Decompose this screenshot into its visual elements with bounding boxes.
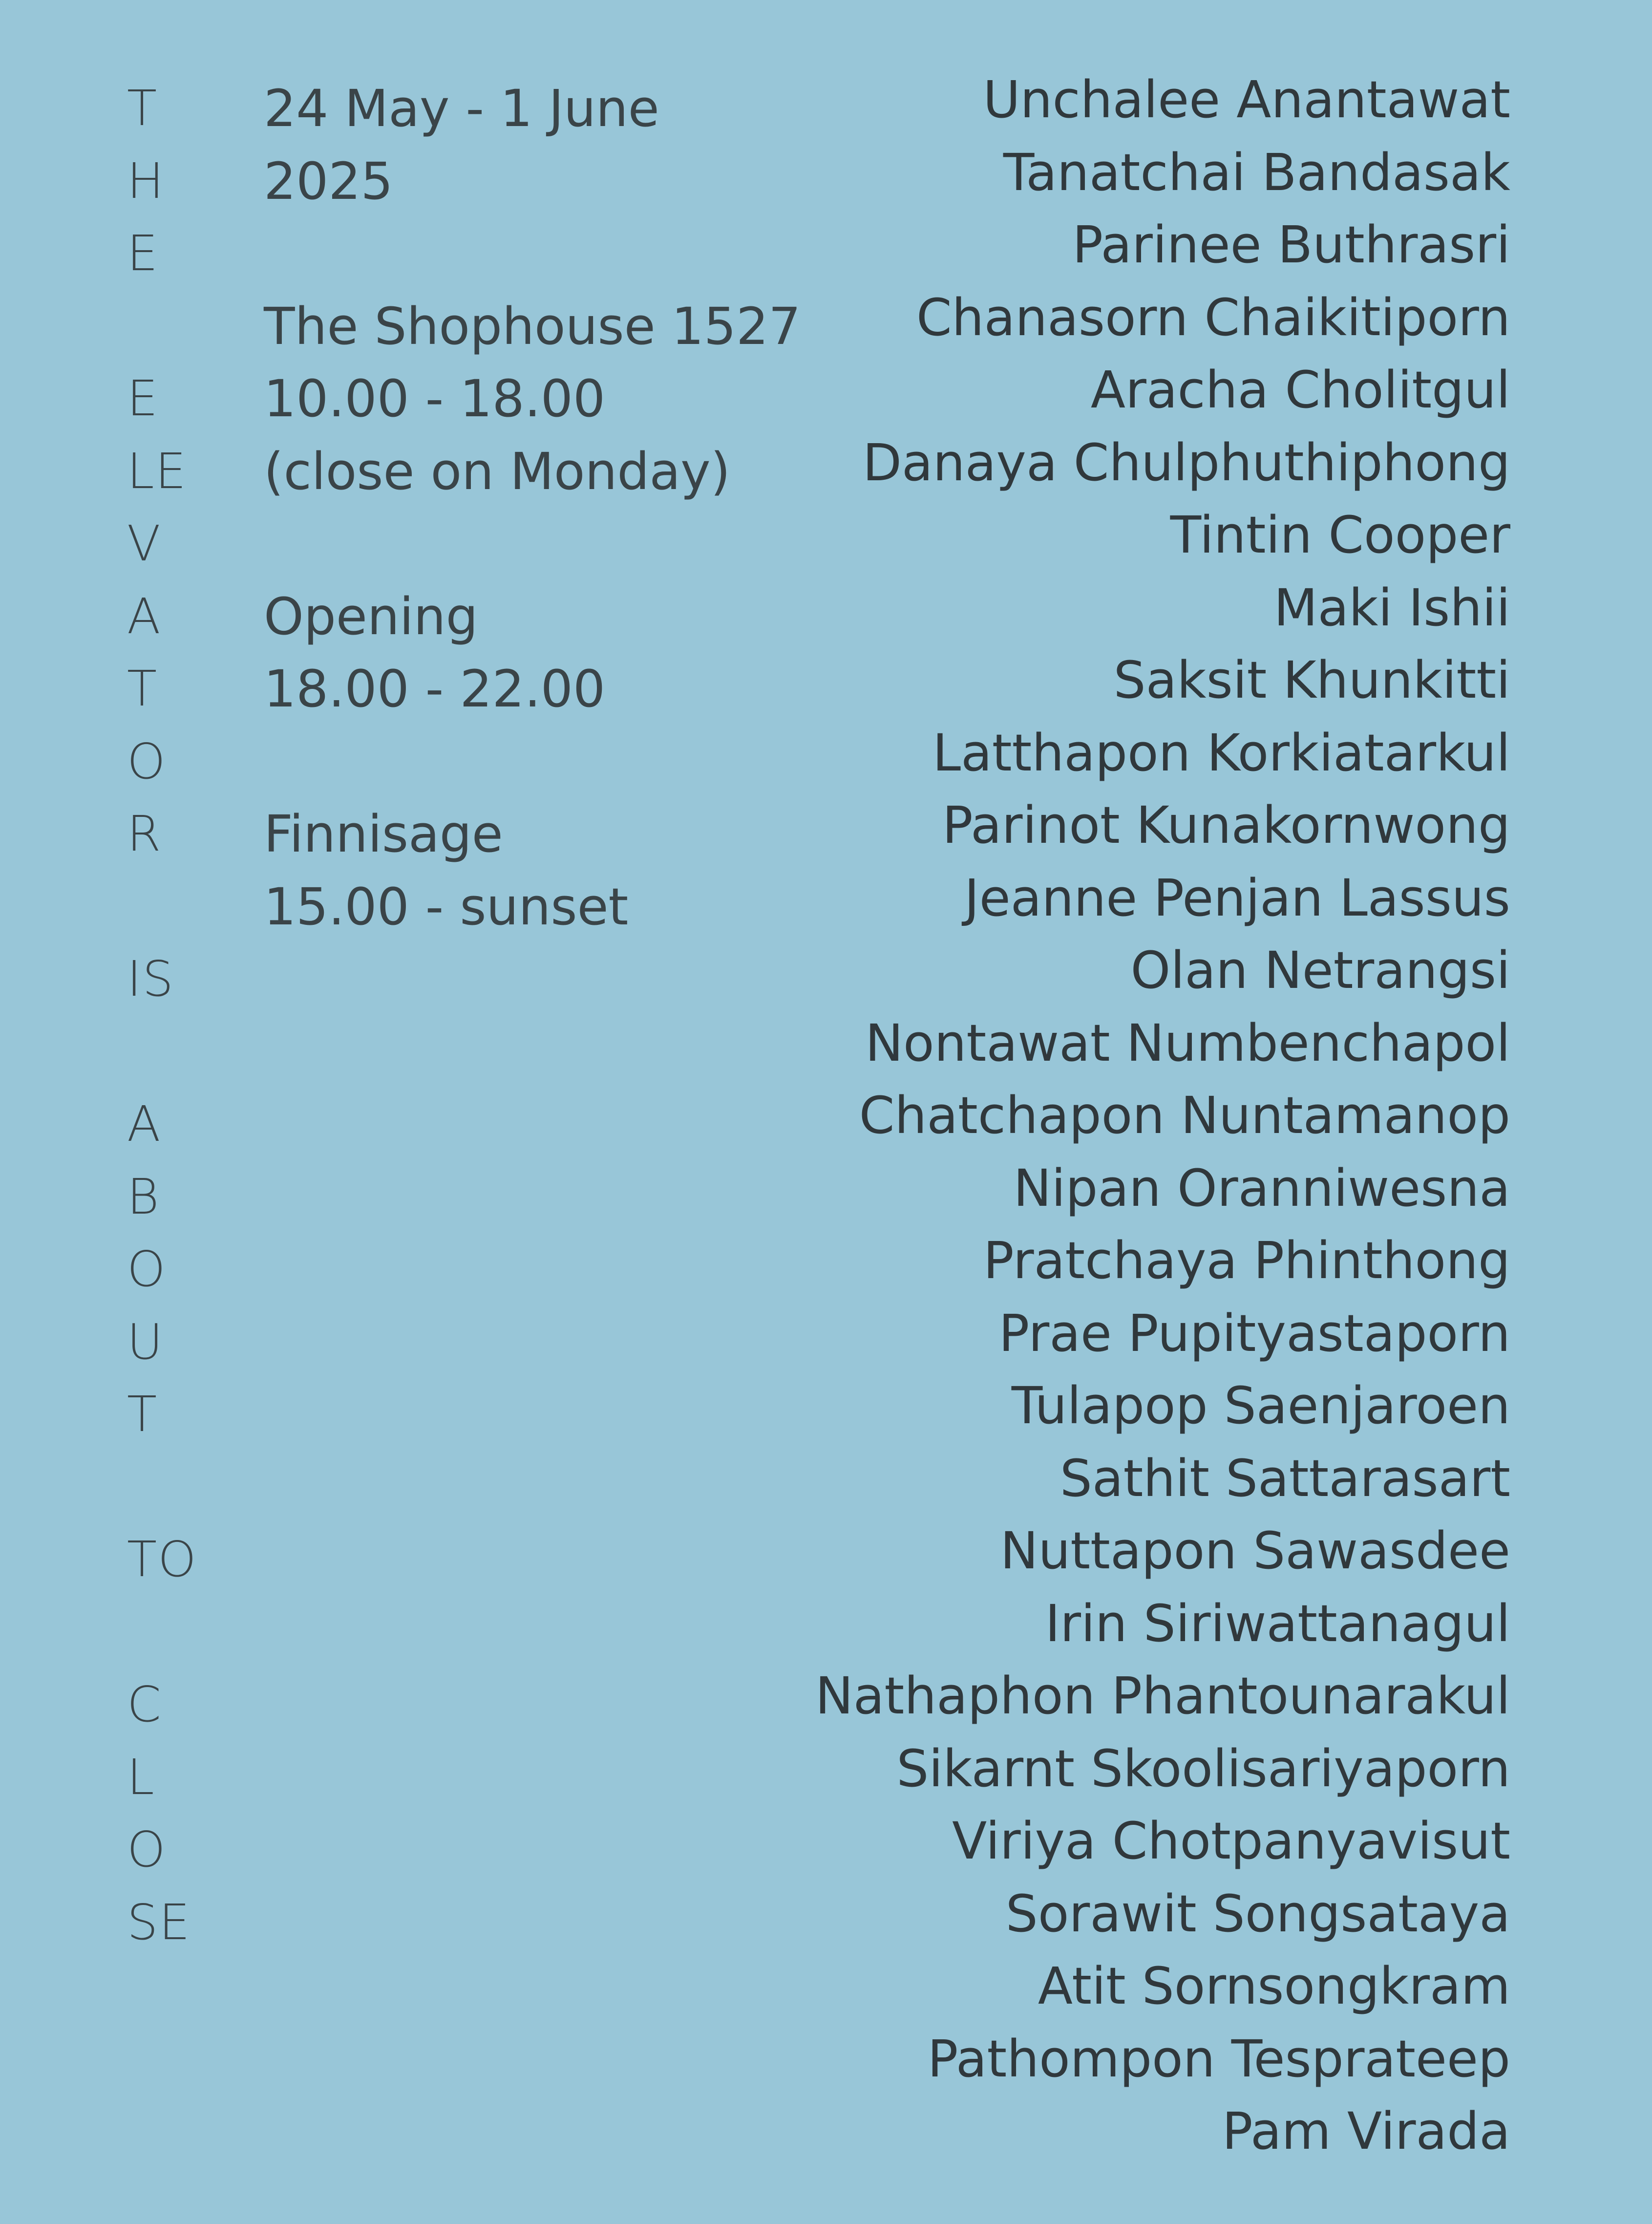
artist-name: Prae Pupityastaporn bbox=[998, 1303, 1510, 1363]
title-line: C bbox=[127, 1676, 162, 1733]
artist-name: Jeanne Penjan Lassus bbox=[964, 868, 1510, 928]
title-line bbox=[127, 1016, 225, 1089]
title-line: R bbox=[127, 805, 162, 862]
artist-name: Pathompon Tesprateep bbox=[927, 2029, 1510, 2089]
title-line: O bbox=[127, 1240, 167, 1298]
title-line bbox=[127, 1596, 225, 1669]
artist-name: Olan Netrangsi bbox=[1130, 941, 1510, 1000]
artist-name: Nuttapon Sawasdee bbox=[1000, 1521, 1510, 1581]
artist-name: Parinot Kunakornwong bbox=[942, 795, 1510, 855]
artist-name: Atit Sornsongkram bbox=[1038, 1956, 1510, 2016]
title-line: O bbox=[127, 1821, 167, 1878]
title-line: L bbox=[127, 1748, 155, 1806]
title-line: T bbox=[127, 660, 158, 717]
title-line: B bbox=[127, 1168, 160, 1225]
artist-name: Chatchapon Nuntamanop bbox=[859, 1086, 1510, 1145]
title-line bbox=[127, 871, 225, 943]
title-line: V bbox=[127, 515, 162, 572]
title-line: T bbox=[127, 1386, 158, 1443]
artist-name: Nathaphon Phantounarakul bbox=[815, 1666, 1510, 1726]
title-line: T bbox=[127, 80, 158, 137]
artist-name: Nipan Oranniwesna bbox=[1013, 1158, 1510, 1218]
artist-name: Viriya Chotpanyavisut bbox=[952, 1811, 1510, 1871]
opening-hours: 10.00 - 18.00 bbox=[264, 369, 606, 428]
title-line: SE bbox=[127, 1893, 191, 1951]
artist-name: Pam Virada bbox=[1222, 2101, 1510, 2161]
title-line: O bbox=[127, 732, 167, 790]
artist-name: Chanasorn Chaikitiporn bbox=[916, 287, 1510, 347]
artist-name: Sorawit Songsataya bbox=[1005, 1883, 1510, 1944]
year: 2025 bbox=[264, 151, 393, 211]
title-line: E bbox=[127, 225, 159, 282]
title-line: H bbox=[127, 152, 165, 210]
artist-name: Unchalee Anantawat bbox=[983, 70, 1510, 129]
closed-day: (close on Monday) bbox=[264, 441, 731, 501]
artist-name: Sathit Sattarasart bbox=[1059, 1448, 1510, 1508]
title-line: A bbox=[127, 587, 162, 645]
title-line: IS bbox=[127, 950, 174, 1007]
opening-label: Opening bbox=[264, 586, 478, 646]
finnisage-time: 15.00 - sunset bbox=[264, 877, 629, 937]
artist-name: Danaya Chulphuthiphong bbox=[862, 432, 1510, 492]
artist-name: Latthapon Korkiatarkul bbox=[932, 723, 1510, 783]
date-range: 24 May - 1 June bbox=[264, 79, 659, 138]
title-line: TO bbox=[127, 1531, 197, 1588]
title-line: LE bbox=[127, 442, 187, 500]
opening-time: 18.00 - 22.00 bbox=[264, 659, 606, 719]
venue: The Shophouse 1527 bbox=[264, 296, 801, 356]
artist-list bbox=[680, 64, 1510, 2168]
artist-name: Tintin Cooper bbox=[1170, 505, 1510, 565]
finnisage-label: Finnisage bbox=[264, 804, 503, 864]
title-line bbox=[127, 290, 225, 363]
title-line: E bbox=[127, 370, 159, 427]
artist-name: Pratchaya Phinthong bbox=[983, 1231, 1510, 1290]
artist-name: Maki Ishii bbox=[1273, 577, 1510, 638]
title-line: A bbox=[127, 1095, 162, 1153]
artist-name: Nontawat Numbenchapol bbox=[865, 1013, 1510, 1073]
vertical-title bbox=[127, 72, 225, 1959]
title-line: U bbox=[127, 1313, 164, 1370]
artist-name: Sikarnt Skoolisariyaporn bbox=[896, 1738, 1510, 1798]
artist-name: Irin Siriwattanagul bbox=[1045, 1593, 1510, 1653]
title-line bbox=[127, 1451, 225, 1524]
artist-name: Parinee Buthrasri bbox=[1072, 215, 1510, 275]
artist-name: Tulapop Saenjaroen bbox=[1011, 1376, 1510, 1435]
artist-name: Tanatchai Bandasak bbox=[1003, 142, 1510, 202]
artist-name: Saksit Khunkitti bbox=[1113, 650, 1510, 710]
artist-name: Aracha Cholitgul bbox=[1090, 360, 1510, 420]
